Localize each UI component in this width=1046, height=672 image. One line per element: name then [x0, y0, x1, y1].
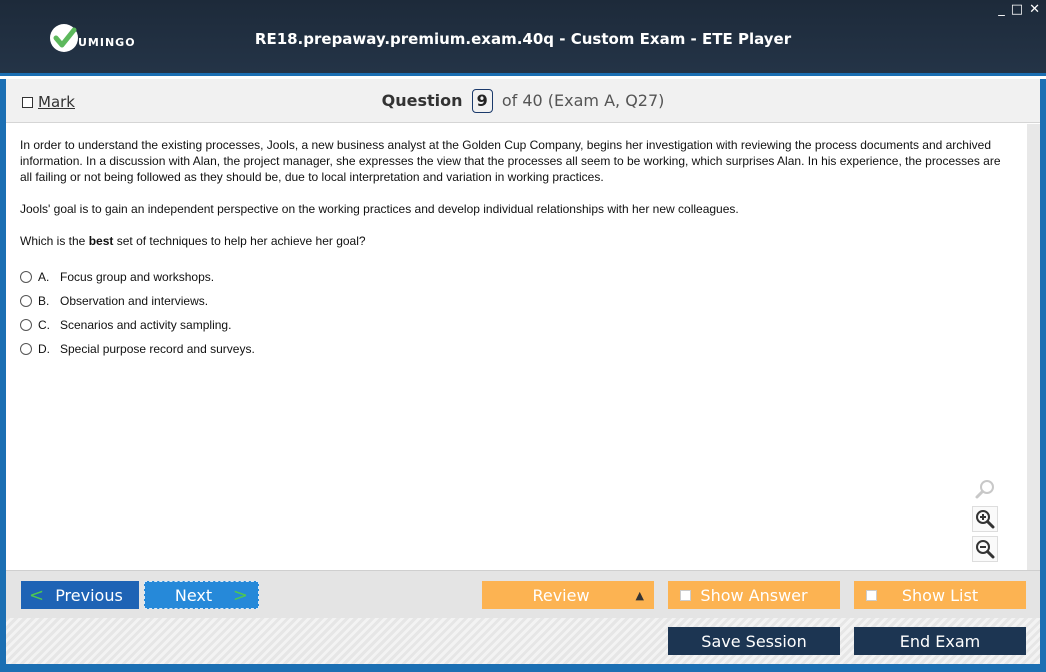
option-text: Scenarios and activity sampling. — [60, 318, 232, 332]
prompt-before: Which is the — [20, 234, 89, 248]
radio-icon[interactable] — [20, 295, 32, 307]
triangle-up-icon: ▲ — [635, 588, 644, 602]
previous-button[interactable] — [21, 581, 139, 609]
question-number[interactable]: 9 — [472, 89, 493, 113]
zoom-tools — [972, 476, 998, 562]
question-counter — [6, 89, 1040, 113]
question-prompt — [20, 233, 1012, 249]
question-suffix: of 40 (Exam A, Q27) — [501, 91, 665, 110]
next-label: Next — [174, 585, 213, 605]
radio-icon[interactable] — [20, 343, 32, 355]
vertical-scrollbar[interactable] — [1027, 124, 1040, 570]
option-text: Observation and interviews. — [60, 294, 209, 308]
end-exam-label: End Exam — [899, 631, 981, 651]
title-bar — [0, 0, 1046, 76]
option-letter: C. — [38, 318, 50, 332]
option-letter: D. — [38, 342, 50, 356]
save-session-label: Save Session — [701, 631, 807, 651]
show-answer-button[interactable] — [668, 581, 840, 609]
window-controls — [998, 2, 1040, 17]
radio-icon[interactable] — [20, 319, 32, 331]
maximize-icon[interactable]: □ — [1010, 2, 1024, 17]
window-title: RE18.prepaway.premium.exam.40q - Custom Exam - ETE Player — [254, 30, 792, 48]
end-exam-button[interactable] — [854, 627, 1026, 655]
frame-bottom — [0, 664, 1046, 672]
question-content — [6, 124, 1026, 570]
checkbox-icon[interactable] — [680, 590, 691, 601]
footer-bar — [6, 618, 1040, 664]
close-icon[interactable]: ✕ — [1029, 2, 1040, 17]
prompt-bold: best — [88, 234, 114, 248]
show-list-label: Show List — [901, 585, 979, 605]
review-label: Review — [532, 585, 590, 605]
radio-icon[interactable] — [20, 271, 32, 283]
checkbox-icon[interactable] — [866, 590, 877, 601]
save-session-button[interactable] — [668, 627, 840, 655]
navigation-bar — [6, 570, 1040, 618]
frame-right — [1040, 79, 1046, 672]
prompt-after: set of techniques to help her achieve her goal? — [113, 234, 366, 248]
minimize-icon[interactable]: _ — [998, 2, 1005, 17]
question-header — [6, 79, 1040, 123]
option-text: Focus group and workshops. — [60, 270, 215, 284]
logo-text: UMINGO — [78, 35, 136, 49]
question-paragraph-2: Jools' goal is to gain an independent perspective on the working practices and develop individual relationships with her new colleagues. — [20, 202, 739, 216]
answer-option-d[interactable] — [20, 337, 1012, 361]
previous-label: Previous — [55, 585, 123, 605]
option-text: Special purpose record and surveys. — [60, 342, 255, 356]
show-list-button[interactable] — [854, 581, 1026, 609]
option-letter: B. — [38, 294, 50, 308]
zoom-out-icon[interactable] — [972, 536, 998, 562]
answer-option-b[interactable] — [20, 289, 1012, 313]
question-label: Question — [381, 91, 463, 110]
zoom-in-icon[interactable] — [972, 506, 998, 532]
next-button[interactable] — [144, 581, 259, 609]
magnifier-icon[interactable] — [972, 476, 998, 502]
review-button[interactable] — [482, 581, 654, 609]
chevron-left-icon: < — [29, 584, 45, 606]
answer-option-a[interactable] — [20, 265, 1012, 289]
question-paragraph-1: In order to understand the existing processes, Jools, a new business analyst at the Golden Cup Company, begins her investigation with reviewing the process documents and archived information. In a discussion with Alan, the project manager, she expresses the view that the processes all seem to be working, which surprises Alan. In his experience, the processes are all failing or not being followed as they should be, due to local interpretation and variation in working practices. — [20, 138, 1001, 184]
show-answer-label: Show Answer — [700, 585, 808, 605]
chevron-right-icon: > — [232, 584, 248, 606]
option-letter: A. — [38, 270, 50, 284]
mark-label: Mark — [38, 93, 75, 111]
answer-option-c[interactable] — [20, 313, 1012, 337]
